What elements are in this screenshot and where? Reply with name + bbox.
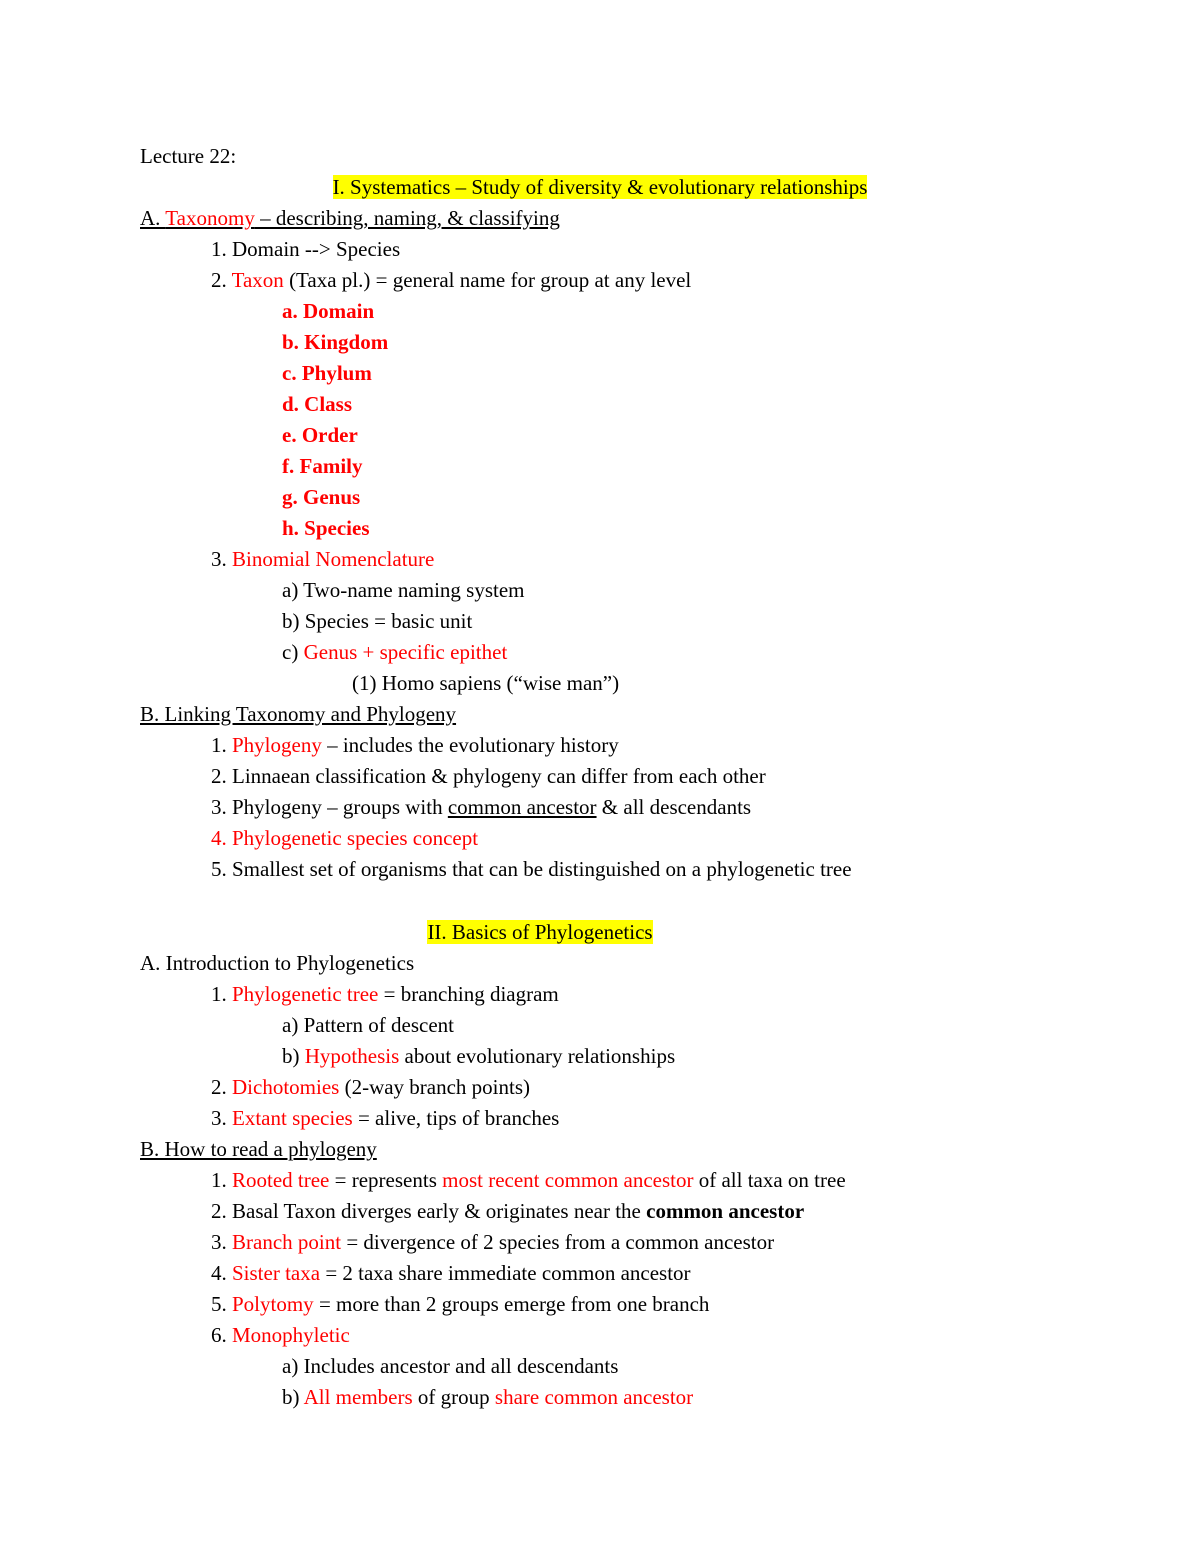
list-item: 1. Domain --> Species — [211, 237, 401, 261]
list-item: a) Pattern of descent — [282, 1013, 455, 1037]
section-2-heading-row — [0, 917, 1200, 948]
term-binomial-nomenclature: Binomial Nomenclature — [232, 547, 435, 571]
term-taxon: Taxon — [231, 268, 284, 292]
list-item: 1. Phylogeny – includes the evolutionary history — [211, 733, 619, 757]
list-item: b) Hypothesis about evolutionary relationships — [282, 1044, 676, 1068]
list-item: 2. Dichotomies (2-way branch points) — [211, 1075, 531, 1099]
taxon-level: f. Family — [282, 454, 363, 478]
list-item: 4. Sister taxa = 2 taxa share immediate common ancestor — [211, 1261, 691, 1285]
list-item: 6. Monophyletic — [211, 1323, 350, 1347]
term-extant-species: Extant species — [232, 1106, 353, 1130]
list-item: 5. Smallest set of organisms that can be distinguished on a phylogenetic tree — [211, 857, 852, 881]
underlined-common-ancestor: common ancestor — [447, 795, 597, 819]
list-item: 4. Phylogenetic species concept — [211, 826, 479, 850]
taxon-level: e. Order — [282, 423, 358, 447]
list-item: (1) Homo sapiens (“wise man”) — [352, 671, 620, 695]
term-hypothesis: Hypothesis — [304, 1044, 400, 1068]
subsection-1a-heading: A. Taxonomy – describing, naming, & classifying — [140, 206, 560, 230]
term-branch-point: Branch point — [232, 1230, 342, 1254]
term-monophyletic: Monophyletic — [232, 1323, 350, 1347]
section-2-heading: II. Basics of Phylogenetics — [427, 920, 653, 944]
taxon-level: h. Species — [282, 516, 370, 540]
subsection-2b-heading: B. How to read a phylogeny — [140, 1137, 377, 1161]
section-1-heading: I. Systematics – Study of diversity & evolutionary relationships — [332, 175, 868, 199]
list-item: 3. Extant species = alive, tips of branches — [211, 1106, 560, 1130]
term-polytomy: Polytomy — [232, 1292, 314, 1316]
term-sister-taxa: Sister taxa — [232, 1261, 321, 1285]
term-genus-epithet: Genus + specific epithet — [303, 640, 508, 664]
term-phylogenetic-tree: Phylogenetic tree — [232, 982, 379, 1006]
taxon-level: b. Kingdom — [282, 330, 389, 354]
list-item: 1. Rooted tree = represents most recent common ancestor of all taxa on tree — [211, 1168, 846, 1192]
term-share-common-ancestor: share common ancestor — [494, 1385, 694, 1409]
list-item: c) Genus + specific epithet — [282, 640, 508, 664]
term-taxonomy: Taxonomy — [165, 206, 255, 230]
list-item: 3. Binomial Nomenclature — [211, 547, 435, 571]
term-rooted-tree: Rooted tree — [232, 1168, 330, 1192]
taxon-level: d. Class — [282, 392, 353, 416]
taxon-level: g. Genus — [282, 485, 361, 509]
list-item: a) Two-name naming system — [282, 578, 525, 602]
subsection-1b-heading: B. Linking Taxonomy and Phylogeny — [140, 702, 457, 726]
term-all-members: All members — [303, 1385, 413, 1409]
list-item: 1. Phylogenetic tree = branching diagram — [211, 982, 559, 1006]
list-item: b) Species = basic unit — [282, 609, 473, 633]
bold-common-ancestor: common ancestor — [646, 1199, 805, 1223]
list-item: 3. Phylogeny – groups with common ancestor & all descendants — [211, 795, 752, 819]
term-most-recent-common-ancestor: most recent common ancestor — [442, 1168, 694, 1192]
list-item: 2. Linnaean classification & phylogeny can differ from each other — [211, 764, 766, 788]
taxon-level: a. Domain — [282, 299, 375, 323]
section-1-heading-row — [0, 172, 1200, 203]
list-item: 2. Taxon (Taxa pl.) = general name for group at any level — [211, 268, 692, 292]
list-item: 2. Basal Taxon diverges early & originates near the common ancestor — [211, 1199, 805, 1223]
lecture-title: Lecture 22: — [140, 144, 237, 168]
list-item: 5. Polytomy = more than 2 groups emerge from one branch — [211, 1292, 710, 1316]
subsection-2a-heading: A. Introduction to Phylogenetics — [140, 951, 415, 975]
list-item: a) Includes ancestor and all descendants — [282, 1354, 619, 1378]
list-item: 3. Branch point = divergence of 2 species from a common ancestor — [211, 1230, 775, 1254]
list-item: b) All members of group share common ancestor — [282, 1385, 694, 1409]
taxon-level: c. Phylum — [282, 361, 372, 385]
term-phylogeny: Phylogeny — [232, 733, 322, 757]
term-dichotomies: Dichotomies — [232, 1075, 340, 1099]
